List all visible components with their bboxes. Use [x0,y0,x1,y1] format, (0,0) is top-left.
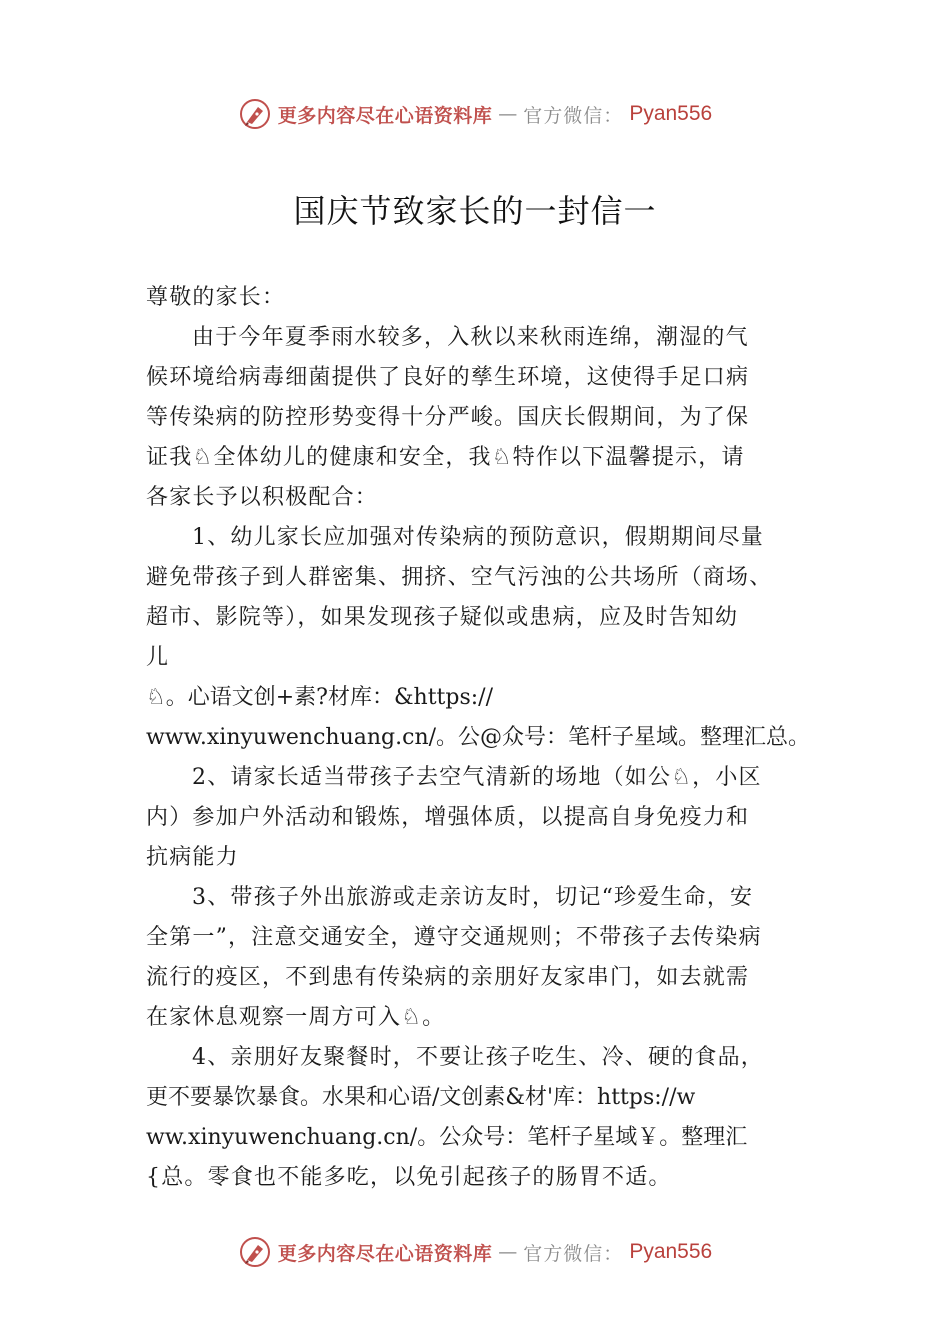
pen-nib-logo-icon [238,1235,272,1269]
body-line: 等传染病的防控形势变得十分严峻。国庆长假期间，为了保 [146,405,750,430]
banner-separator: — [498,103,518,125]
pen-nib-logo-icon [238,97,272,131]
body-line: 候环境给病毒细菌提供了良好的孳生环境，这使得手足口病 [146,365,750,390]
banner-text: 更多内容尽在心语资料库 [277,1242,493,1265]
banner-wechat-id: Pyan556 [629,102,713,125]
item-1-line: 1、幼儿家长应加强对传染病的预防意识，假期期间尽量 [192,525,764,550]
item-2-line: 2、请家长适当带孩子去空气清新的场地（如公♘，小区 [192,765,762,790]
banner-text: 更多内容尽在心语资料库 [277,104,493,127]
watermark-line: www.xinyuwenchuang.cn/。公@众号：笔杆子星域。整理汇总。 [146,725,811,750]
item-3-line: 3、带孩子外出旅游或走亲访友时，切记“珍爱生命，安 [192,885,754,910]
item-4-line: 更不要暴饮暴食。水果和心语/文创素&材'库：https://w [146,1085,696,1110]
item-2-line: 内）参加户外活动和锻炼，增强体质，以提高自身免疫力和 [146,805,750,830]
item-3-line: 全第一”，注意交通安全，遵守交通规则；不带孩子去传染病 [146,925,762,950]
footer-banner [0,1230,950,1274]
banner-wechat-label: 官方微信： [523,104,624,127]
body-line: 证我♘全体幼儿的健康和安全，我♘特作以下温馨提示，请 [146,445,745,470]
body-line: 由于今年夏季雨水较多，入秋以来秋雨连绵，潮湿的气 [192,325,749,350]
item-3-line: 在家休息观察一周方可入♘。 [146,1005,446,1030]
salutation: 尊敬的家长： [146,285,286,310]
item-1-line: 儿 [146,645,170,670]
item-1-line: 超市、影院等），如果发现孩子疑似或患病，应及时告知幼 [146,605,739,630]
item-4-line: {总。零食也不能多吃，以免引起孩子的肠胃不适。 [146,1165,672,1190]
watermark-line: ♘。心语文创+素?材库：&https:// [146,685,493,710]
banner-wechat-label: 官方微信： [523,1242,624,1265]
item-1-line: 避免带孩子到人群密集、拥挤、空气污浊的公共场所（商场、 [146,565,773,590]
item-4-line: 4、亲朋好友聚餐时，不要让孩子吃生、冷、硬的食品， [192,1045,764,1070]
item-4-line: ww.xinyuwenchuang.cn/。公众号：笔杆子星域￥。整理汇 [146,1125,748,1150]
letter-body [146,278,846,1198]
banner-wechat-id: Pyan556 [629,1240,713,1263]
header-banner [0,92,950,136]
body-line: 各家长予以积极配合： [146,485,379,510]
item-2-line: 抗病能力 [146,845,239,870]
item-3-line: 流行的疫区，不到患有传染病的亲朋好友家串门，如去就需 [146,965,750,990]
banner-separator: — [498,1241,518,1263]
document-title: 国庆节致家长的一封信一 [293,192,657,230]
